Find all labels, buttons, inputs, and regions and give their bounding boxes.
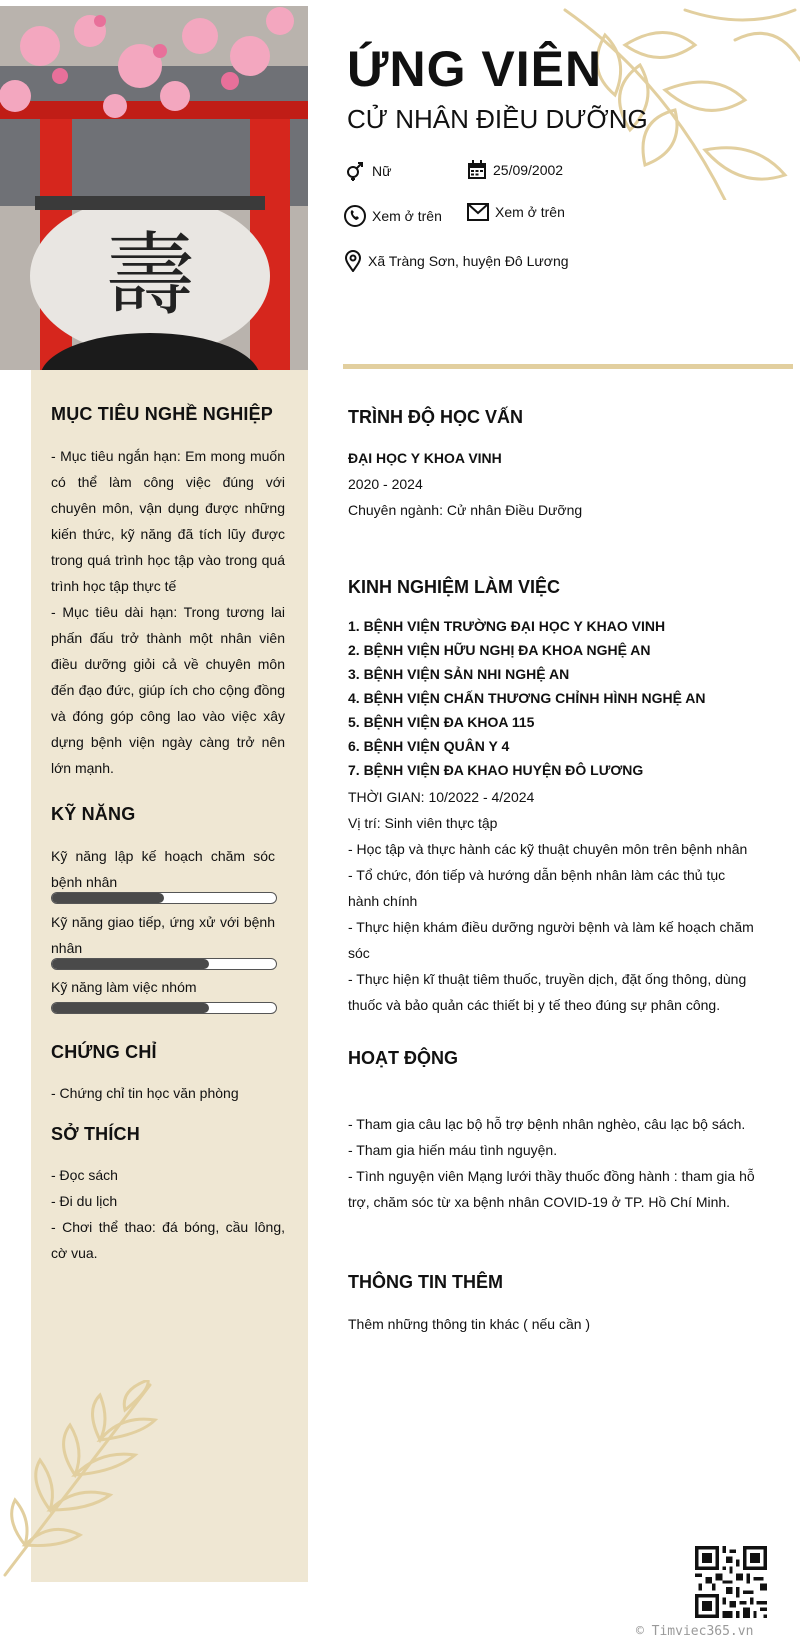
additional-text: Thêm những thông tin khác ( nếu cần ) [348, 1316, 591, 1332]
skill-bar [51, 892, 277, 904]
certificate-item: - Chứng chỉ tin học văn phòng [51, 1085, 239, 1101]
duty-item: - Học tập và thực hành các kỹ thuật chuyên môn trên bệnh nhân [348, 841, 748, 857]
copyright-text: © Timviec365.vn [636, 1624, 754, 1639]
objective-heading: MỤC TIÊU NGHỀ NGHIỆP [51, 404, 274, 424]
experience-heading: KINH NGHIỆM LÀM VIỆC [348, 577, 561, 597]
school-years: 2020 - 2024 [348, 476, 423, 492]
qr-code-icon [695, 1546, 767, 1618]
address-field [344, 250, 569, 272]
calendar-icon [467, 160, 487, 180]
hospital-item: 4. BỆNH VIỆN CHẤN THƯƠNG CHỈNH HÌNH NGHỆ AN [348, 690, 706, 706]
duty-item: - Thực hiện kĩ thuật tiêm thuốc, truyền dịch, đặt ống thông, dùng thuốc và bảo quản các thiết bị y tế theo đúng sự phân công. [348, 971, 747, 1013]
skill-bar [51, 1002, 277, 1014]
gender-field [344, 160, 391, 182]
hospital-item: 6. BỆNH VIỆN QUÂN Y 4 [348, 738, 510, 754]
hospital-list [348, 614, 768, 782]
hospital-item: 1. BỆNH VIỆN TRƯỜNG ĐẠI HỌC Y KHAO VINH [348, 618, 666, 634]
education-heading: TRÌNH ĐỘ HỌC VẤN [348, 407, 523, 427]
experience-period: THỜI GIAN: 10/2022 - 4/2024 [348, 789, 535, 805]
objective-text [51, 443, 285, 781]
education-details [348, 445, 758, 523]
gender-value: Nữ [372, 163, 392, 179]
activities-list [348, 1111, 760, 1215]
phone-field [344, 205, 442, 227]
email-value: Xem ở trên [495, 204, 565, 220]
birthday-value: 25/09/2002 [493, 162, 564, 178]
experience-details [348, 784, 760, 1018]
phone-value: Xem ở trên [372, 208, 442, 224]
experience-position: Vị trí: Sinh viên thực tập [348, 815, 498, 831]
activity-item: - Tình nguyện viên Mạng lưới thầy thuốc đồng hành : tham gia hỗ trợ, chăm sóc từ xa bệnh nhân COVID-19 ở TP. Hồ Chí Minh. [348, 1168, 755, 1210]
activities-heading: HOẠT ĐỘNG [348, 1048, 458, 1068]
leaf-decoration-bottom-icon [0, 1380, 160, 1580]
hospital-item: 2. BỆNH VIỆN HỮU NGHỊ ĐA KHOA NGHỆ AN [348, 642, 651, 658]
mail-icon [467, 203, 489, 221]
school-major: Chuyên ngành: Cử nhân Điều Dưỡng [348, 502, 583, 518]
skill-bar [51, 958, 277, 970]
activity-item: - Tham gia hiến máu tình nguyện. [348, 1142, 558, 1158]
additional-heading: THÔNG TIN THÊM [348, 1272, 503, 1292]
skill-bar-fill [52, 959, 209, 969]
certificates-heading: CHỨNG CHỈ [51, 1042, 157, 1062]
long-term-goal: - Mục tiêu dài hạn: Trong tương lai phấn đấu trở thành một nhân viên điều dưỡng giỏi cả về chuyên môn đến đạo đức, giúp ích cho cộng đồng và đóng góp công lao vào việc xây dựng bệnh viện ngày càng trở nên lớn mạnh. [51, 604, 285, 776]
address-value: Xã Tràng Sơn, huyện Đô Lương [368, 253, 569, 269]
hobbies-heading: SỞ THÍCH [51, 1124, 140, 1144]
header-divider [343, 364, 793, 369]
hobbies-list [51, 1162, 285, 1266]
location-pin-icon [344, 250, 362, 272]
birthday-field [467, 160, 563, 180]
skill-name: Kỹ năng làm việc nhóm [51, 979, 197, 995]
phone-icon [344, 205, 366, 227]
email-field [467, 203, 565, 221]
skills-heading: KỸ NĂNG [51, 804, 136, 824]
candidate-name: ỨNG VIÊN [347, 41, 603, 97]
hospital-item: 7. BỆNH VIỆN ĐA KHAO HUYỆN ĐÔ LƯƠNG [348, 762, 644, 778]
svg-text:壽: 壽 [105, 223, 195, 328]
gender-icon [344, 160, 366, 182]
activity-item: - Tham gia câu lạc bộ hỗ trợ bệnh nhân nghèo, câu lạc bộ sách. [348, 1116, 746, 1132]
hospital-item: 5. BỆNH VIỆN ĐA KHOA 115 [348, 714, 535, 730]
skill-bar-fill [52, 1003, 209, 1013]
hobby-item: - Chơi thể thao: đá bóng, cầu lông, cờ vua. [51, 1219, 285, 1261]
skill-name: Kỹ năng giao tiếp, ứng xử với bệnh nhân [51, 914, 275, 956]
job-title: CỬ NHÂN ĐIỀU DƯỠNG [347, 104, 648, 134]
duty-item: - Tổ chức, đón tiếp và hướng dẫn bệnh nhân làm các thủ tục hành chính [348, 867, 726, 909]
candidate-photo [0, 6, 308, 370]
hospital-item: 3. BỆNH VIỆN SẢN NHI NGHỆ AN [348, 666, 570, 682]
leaf-decoration-top-icon [545, 0, 800, 200]
school-name: ĐẠI HỌC Y KHOA VINH [348, 450, 502, 466]
skill-bar-fill [52, 893, 164, 903]
skill-name: Kỹ năng lập kế hoạch chăm sóc bệnh nhân [51, 848, 275, 890]
duty-item: - Thực hiện khám điều dưỡng người bệnh và làm kế hoạch chăm sóc [348, 919, 754, 961]
short-term-goal: - Mục tiêu ngắn hạn: Em mong muốn có thể làm công việc đúng với chuyên môn, vận dụng được những kiến thức, kỹ năng đã tích lũy được trong quá trình học tập vào trong quá trình học tập thực tế [51, 448, 285, 594]
hobby-item: - Đi du lịch [51, 1193, 118, 1209]
hobby-item: - Đọc sách [51, 1167, 118, 1183]
